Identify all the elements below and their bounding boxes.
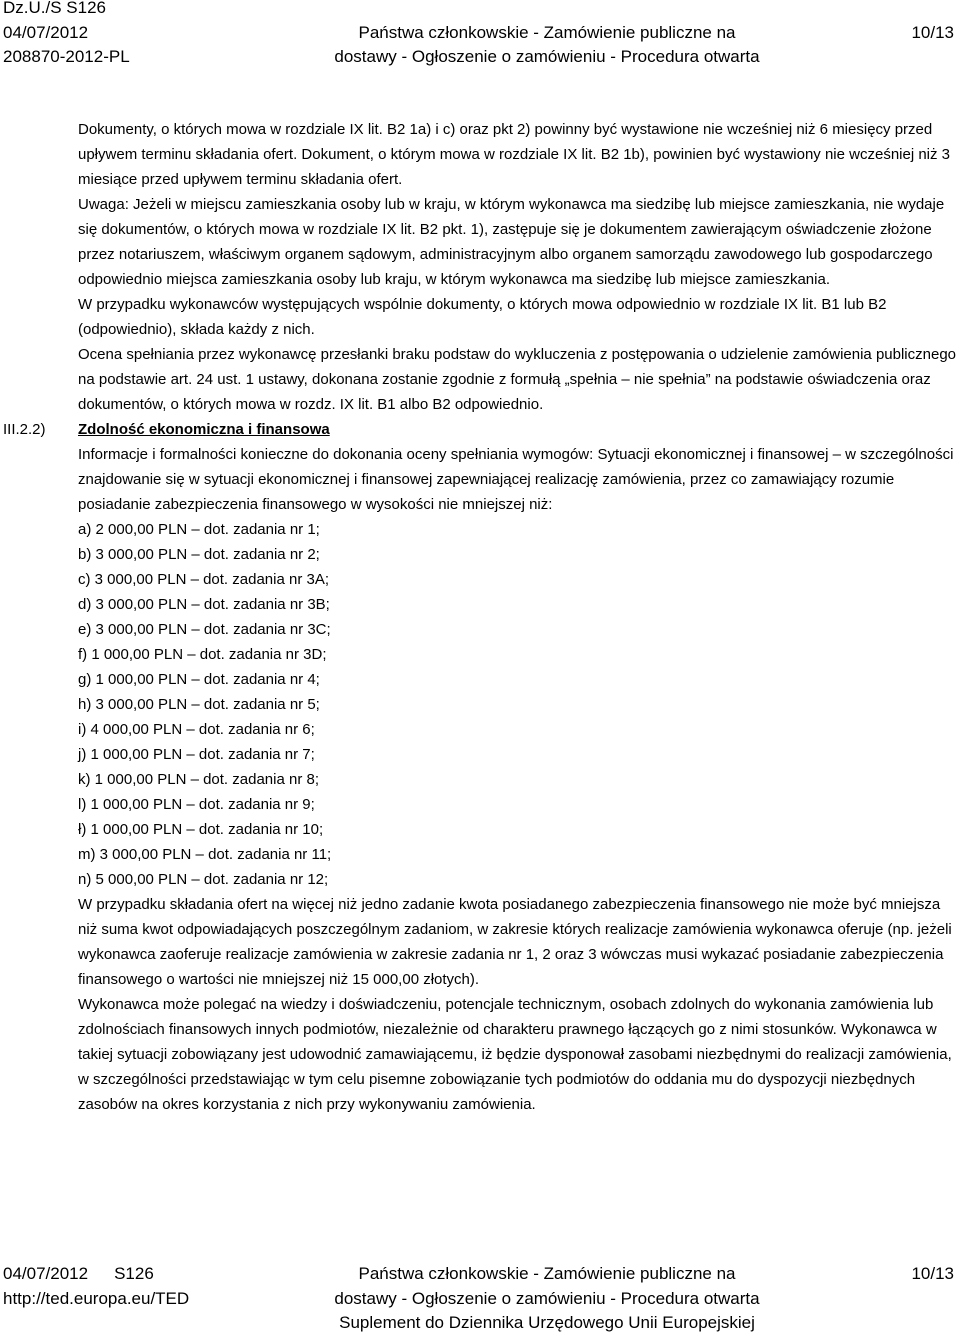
paragraph-third-party-resources: Wykonawca może polegać na wiedzy i doświadczeniu, potencjale technicznym, osobach zdolnych do wykonania zamówienia lub zdolnościach finansowych innych podmiotów, niezależnie od charakteru prawnego łączących go z nimi stosunków. Wykonawca w takiej sytuacji zobowiązany jest udowodnić zamawiającemu, iż będzie dysponował zasobami niezbędnymi do realizacji zamówienia, w szczególności przedstawiając w tym celu pisemne zobowiązanie tych podmiotów do oddania mu do dyspozycji niezbędnych zasobów na okres korzystania z nich przy wykonywaniu zamówienia. bbox=[78, 996, 952, 1113]
footer-title-line-3: Suplement do Dziennika Urzędowego Unii Europejskiej bbox=[339, 1313, 755, 1332]
list-item: n) 5 000,00 PLN – dot. zadania nr 12; bbox=[78, 871, 329, 888]
header-title-line-1: Państwa członkowskie - Zamówienie publiczne na bbox=[358, 22, 736, 42]
footer-date: 04/07/2012 bbox=[3, 1264, 89, 1283]
list-item: j) 1 000,00 PLN – dot. zadania nr 7; bbox=[78, 746, 315, 763]
list-item: e) 3 000,00 PLN – dot. zadania nr 3C; bbox=[78, 621, 331, 638]
paragraph-note: Uwaga: Jeżeli w miejscu zamieszkania osoby lub w kraju, w którym wykonawca ma siedzibę lub miejsce zamieszkania, nie wydaje się dokumentów, o których mowa w rozdziale IX lit. B2 pkt. 1), zastępuje się je dokumentem zawierającym oświadczenie złożone przez notariuszem, właściwym organem sądowym, administracyjnym albo organem samorządu zawodowego lub gospodarczego odpowiednio miejsca zamieszkania osoby lub kraju, w którym wykonawca ma siedzibę lub miejsce zamieszkania. bbox=[78, 196, 945, 288]
footer-url[interactable]: http://ted.europa.eu/TED bbox=[3, 1288, 190, 1308]
paragraph-document-validity: Dokumenty, o których mowa w rozdziale IX lit. B2 1a) i c) oraz pkt 2) powinny być wystawione nie wcześniej niż 6 miesięcy przed upływem terminu składania ofert. Dokument, o którym mowa w rozdziale IX lit. B2 1b), powinien być wystawiony nie wcześniej niż 3 miesiące przed upływem terminu składania ofert. bbox=[78, 121, 951, 188]
list-item: l) 1 000,00 PLN – dot. zadania nr 9; bbox=[78, 796, 315, 813]
journal-reference: Dz.U./S S126 bbox=[3, 0, 106, 17]
list-item: m) 3 000,00 PLN – dot. zadania nr 11; bbox=[78, 846, 332, 863]
list-item: f) 1 000,00 PLN – dot. zadania nr 3D; bbox=[78, 646, 327, 663]
section-number: III.2.2) bbox=[3, 421, 46, 438]
header-left bbox=[3, 0, 130, 70]
header-page-number: 10/13 bbox=[911, 22, 954, 42]
list-item: h) 3 000,00 PLN – dot. zadania nr 5; bbox=[78, 696, 320, 713]
list-item: ł) 1 000,00 PLN – dot. zadania nr 10; bbox=[78, 821, 324, 838]
header-title-line-2: dostawy - Ogłoszenie o zamówieniu - Procedura otwarta bbox=[334, 47, 760, 66]
notice-number: 208870-2012-PL bbox=[3, 47, 130, 66]
publication-date: 04/07/2012 bbox=[3, 22, 89, 42]
document-body bbox=[3, 117, 958, 1117]
footer-title-line-2: dostawy - Ogłoszenie o zamówieniu - Procedura otwarta bbox=[334, 1288, 760, 1308]
footer-issue: S126 bbox=[114, 1264, 154, 1283]
footer-right bbox=[911, 1262, 954, 1287]
list-item: g) 1 000,00 PLN – dot. zadania nr 4; bbox=[78, 671, 320, 688]
header-center bbox=[262, 0, 832, 70]
footer-title-line-1: Państwa członkowskie - Zamówienie publiczne na bbox=[358, 1264, 736, 1283]
section-title: Zdolność ekonomiczna i finansowa bbox=[78, 421, 330, 438]
footer-page-number: 10/13 bbox=[911, 1264, 954, 1283]
list-item: b) 3 000,00 PLN – dot. zadania nr 2; bbox=[78, 546, 320, 563]
paragraph-assessment: Ocena spełniania przez wykonawcę przesłanki braku podstaw do wykluczenia z postępowania o udzielenie zamówienia publicznego na podstawie art. 24 ust. 1 ustawy, dokonana zostanie zgodnie z formułą „spełnia – nie spełnia” na podstawie oświadczenia oraz dokumentów, o których mowa w rozdz. IX lit. B1 albo B2 odpowiednio. bbox=[78, 346, 957, 413]
paragraph-multiple-tasks: W przypadku składania ofert na więcej niż jedno zadanie kwota posiadanego zabezpieczenia finansowego nie może być mniejsza niż suma kwot odpowiadających poszczególnym zadaniom, w zakresie których realizacje zamówienia wykonawca oferuje (np. jeżeli wykonawca zaoferuje realizacje zamówienia w zakresie zadania nr 1, 2 oraz 3 wówczas musi wykazać posiadanie zabezpieczenia finansowego o wartości nie mniejszej niż 15 000,00 złotych). bbox=[78, 896, 952, 988]
footer-left bbox=[3, 1262, 189, 1311]
page-header bbox=[0, 0, 960, 74]
footer-center bbox=[262, 1262, 832, 1336]
requirements-list bbox=[78, 517, 958, 892]
section-economic-standing bbox=[3, 417, 958, 1117]
list-item: k) 1 000,00 PLN – dot. zadania nr 8; bbox=[78, 771, 319, 788]
list-item: a) 2 000,00 PLN – dot. zadania nr 1; bbox=[78, 521, 320, 538]
section-intro: Informacje i formalności konieczne do dokonania oceny spełniania wymogów: Sytuacji ekonomicznej i finansowej – w szczególności znajdowanie się w sytuacji ekonomicznej i finansowej zapewniającej realizację zamówienia, przez co zamawiający rozumie posiadanie zabezpieczenia finansowego w wysokości nie mniejszej niż: bbox=[78, 446, 954, 513]
list-item: i) 4 000,00 PLN – dot. zadania nr 6; bbox=[78, 721, 315, 738]
list-item: d) 3 000,00 PLN – dot. zadania nr 3B; bbox=[78, 596, 330, 613]
header-right bbox=[911, 0, 954, 45]
list-item: c) 3 000,00 PLN – dot. zadania nr 3A; bbox=[78, 571, 329, 588]
paragraph-joint-contractors: W przypadku wykonawców występujących wspólnie dokumenty, o których mowa odpowiednio w rozdziale IX lit. B1 lub B2 (odpowiednio), składa każdy z nich. bbox=[78, 296, 887, 338]
page-footer bbox=[0, 1262, 960, 1334]
